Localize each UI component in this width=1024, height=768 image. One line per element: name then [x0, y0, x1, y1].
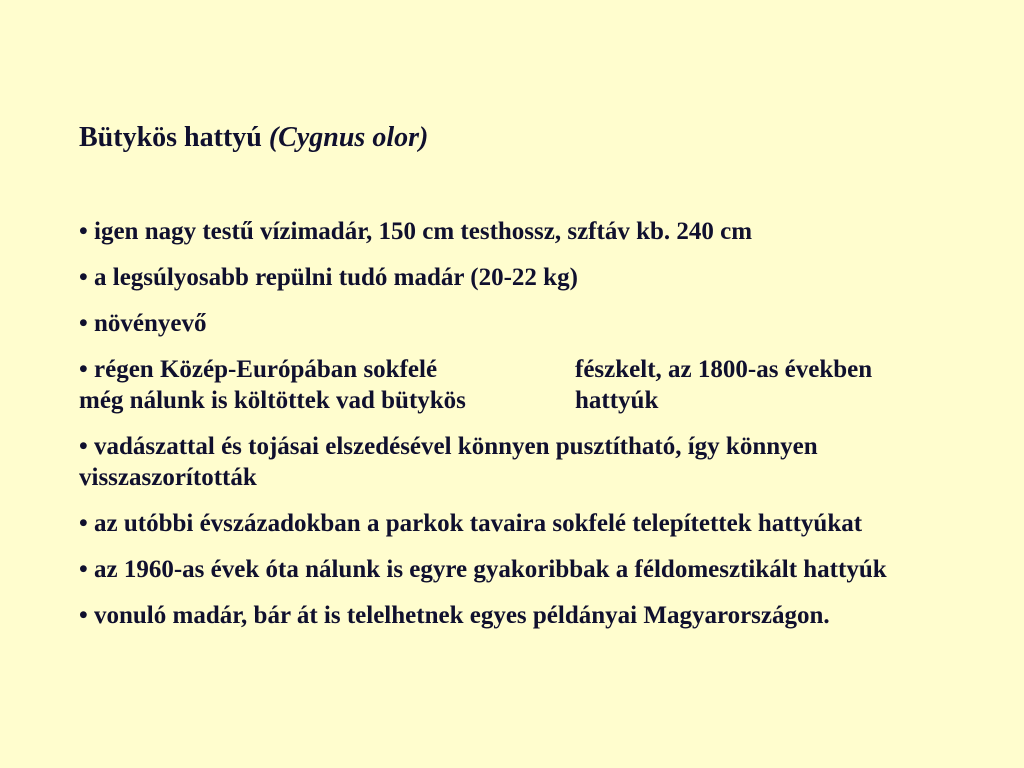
- bullet-history-line2-left: még nálunk is költöttek vad bütykös: [79, 387, 466, 414]
- bullet-item-parks: • az utóbbi évszázadokban a parkok tavaira sokfelé telepítettek hattyúkat: [79, 510, 863, 537]
- bullet-item-weight: • a legsúlyosabb repülni tudó madár (20-22 kg): [79, 264, 578, 291]
- bullet-history-line1-right: fészkelt, az 1800-as években: [575, 356, 873, 383]
- slide-title-latin-name: (Cygnus olor): [268, 122, 429, 153]
- bullet-hunting-line2: visszaszorították: [79, 464, 257, 491]
- bullet-item-hunting: [79, 431, 951, 493]
- bullet-hunting-line1: • vadászattal és tojásai elszedésével könnyen pusztítható, így könnyen: [79, 433, 818, 460]
- slide-title-text: Bütykös hattyú: [79, 122, 269, 153]
- bullet-item-size: • igen nagy testű vízimadár, 150 cm testhossz, szftáv kb. 240 cm: [79, 218, 753, 245]
- bullet-item-history-wrapped: [79, 354, 951, 416]
- bullet-list: [79, 216, 951, 646]
- slide-title: [79, 121, 428, 155]
- bullet-item-migration: • vonuló madár, bár át is telelhetnek egyes példányai Magyarországon.: [79, 602, 830, 629]
- bullet-item-diet: • növényevő: [79, 310, 207, 337]
- bullet-item-1960s: • az 1960-as évek óta nálunk is egyre gyakoribbak a féldomesztikált hattyúk: [79, 556, 887, 583]
- bullet-history-line1-left: • régen Közép-Európában sokfelé: [79, 356, 438, 383]
- bullet-history-line2-right: hattyúk: [575, 387, 659, 414]
